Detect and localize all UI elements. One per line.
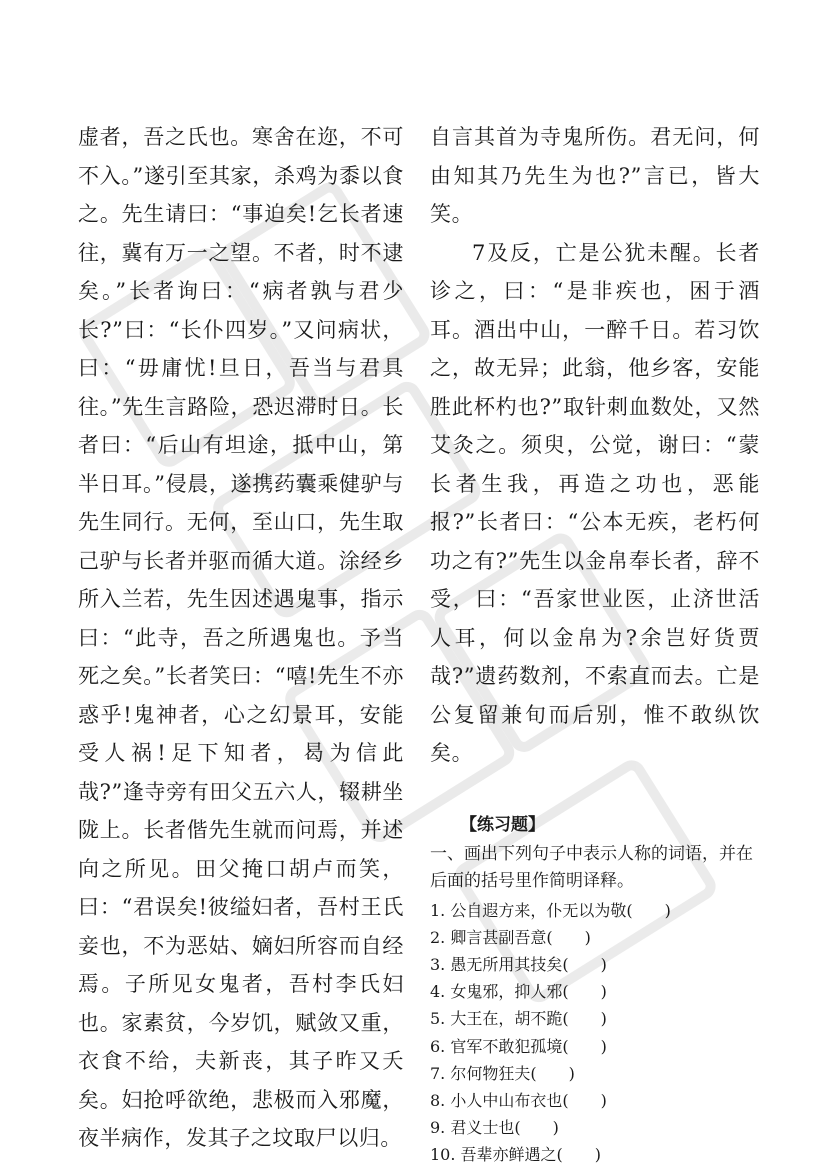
exercise-item: 5. 大王在，胡不跪( ) bbox=[430, 1009, 607, 1029]
exercise-item: 2. 卿言甚副吾意( ) bbox=[430, 927, 591, 947]
exercise-item: 7. 尔何物狂夫( ) bbox=[430, 1063, 575, 1083]
exercise-intro: 一、画出下列句子中表示人称的词语，并在后面的括号里作简明译释。 bbox=[430, 843, 753, 891]
exercise-item: 3. 愚无所用其技矣( ) bbox=[430, 954, 607, 974]
exercise-item: 10. 吾辈亦鲜遇之( ) bbox=[430, 1145, 602, 1165]
exercise-item: 1. 公自遐方来，仆无以为敬( ) bbox=[430, 900, 671, 920]
exercise-item: 4. 女鬼邪，抑人邪( ) bbox=[430, 982, 607, 1002]
right-paragraph-2: 7及反，亡是公犹未醒。长者诊之，曰：“是非疾也，困于酒耳。酒出中山，一醉千日。若习饮之，故无异；此翁，他乡客，安能胜此杯杓也?”取针刺血数处，又然艾灸之。须臾，公觉，谢曰：“蒙长者生我，再造之功也，恶能报?”长者曰：“公本无疾，老朽何功之有?”先生以金帛奉长者，辞不受，曰：“吾家世业医，止济世活人耳，何以金帛为?余岂好货贾哉?”遗药数剂，不索直而去。亡是公复留兼旬而后别，惟不敢纵饮矣。 bbox=[430, 240, 760, 765]
exercise-list bbox=[430, 897, 760, 1169]
left-paragraph: 虚者，吾之氏也。寒舍在迩，不可不入。”遂引至其家，杀鸡为黍以食之。先生请曰：“事迫矣!乞长者速往，冀有万一之望。不者，时不逮矣。”长者询曰：“病者孰与君少长?”曰：“长仆四岁。”又问病状，曰：“毋庸忧!旦日，吾当与君具往。”先生言路险，恐迟滞时日。长者曰：“后山有坦途，抵中山，第半日耳。”侵晨，遂携药囊乘健驴与先生同行。无何，至山口，先生取己驴与长者并驱而循大道。涂经乡所入兰若，先生因述遇鬼事，指示曰：“此寺，吾之所遇鬼也。予当死之矣。”长者笑曰：“嘻!先生不亦惑乎!鬼神者，心之幻景耳，安能受人祸!足下知者，曷为信此哉?”逢寺旁有田父五六人，辍耕坐陇上。长者偕先生就而问焉，并述向之所见。田父掩口胡卢而笑，曰：“君误矣!彼缢妇者，吾村王氏妾也，不为恶姑、嫡妇所容而自经焉。子所见女鬼者，吾村李氏妇也。家素贫，今岁饥，赋敛又重，衣食不给，夫新丧，其子昨又夭矣。妇抢呼欲绝，悲极而入邪魔，夜半病作，发其子之坟取尸以归。 bbox=[78, 125, 404, 1150]
exercise-title: 【练习题】 bbox=[460, 814, 545, 835]
right-paragraph-1: 自言其首为寺鬼所伤。君无问，何由知其乃先生为也?”言已，皆大笑。 bbox=[430, 125, 760, 226]
right-column bbox=[430, 118, 760, 1169]
exercise-item: 9. 君义士也( ) bbox=[430, 1118, 559, 1138]
exercise-item: 8. 小人中山布衣也( ) bbox=[430, 1090, 607, 1110]
exercise-item: 6. 官军不敢犯孤境( ) bbox=[430, 1036, 607, 1056]
left-column bbox=[78, 118, 404, 1158]
